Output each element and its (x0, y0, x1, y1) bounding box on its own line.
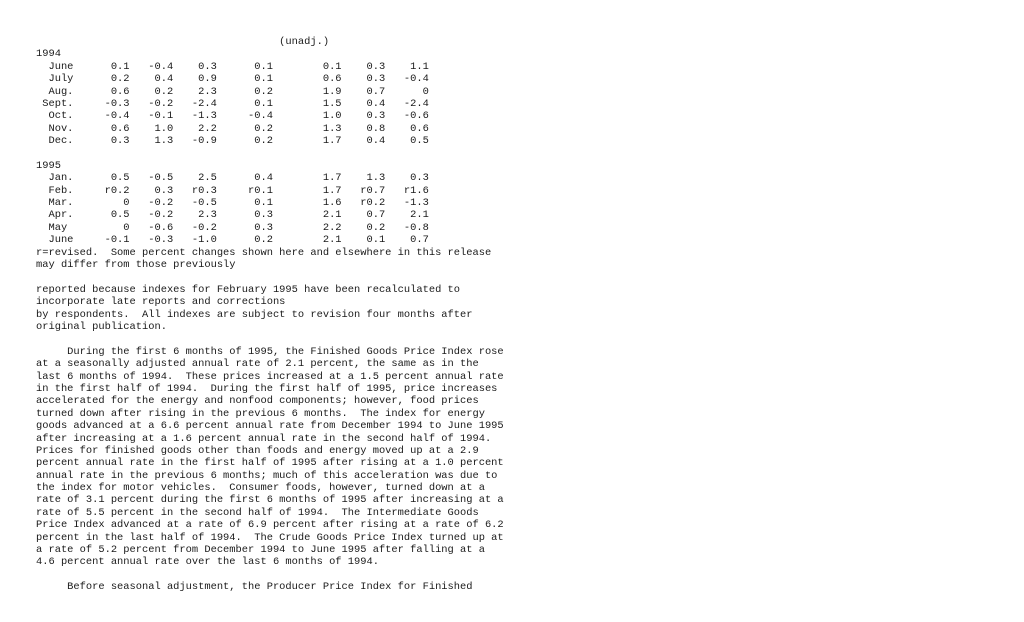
document-line: a rate of 5.2 percent from December 1994 to June 1995 after falling at a (36, 544, 485, 557)
document-line: Nov. 0.6 1.0 2.2 0.2 1.3 0.8 0.6 (36, 122, 429, 135)
document-line: turned down after rising in the previous 6 months. The index for energy (36, 407, 485, 420)
document-line: (unadj.) (36, 36, 330, 48)
document-line: Aug. 0.6 0.2 2.3 0.2 1.9 0.7 0 (36, 85, 429, 98)
document-line: after increasing at a 1.6 percent annual rate in the second half of 1994. (36, 432, 492, 445)
document-line: accelerated for the energy and nonfood components; however, food prices (36, 395, 479, 408)
document-line: Price Index advanced at a rate of 6.9 percent after rising at a rate of 6.2 (36, 519, 504, 532)
document-line: Oct. -0.4 -0.1 -1.3 -0.4 1.0 0.3 -0.6 (36, 110, 429, 123)
document-line (36, 148, 504, 160)
document-line: last 6 months of 1994. These prices increased at a 1.5 percent annual rate (36, 370, 504, 383)
document-line: incorporate late reports and corrections (36, 296, 286, 309)
document-line: the index for motor vehicles. Consumer foods, however, turned down at a (36, 482, 485, 495)
document-line: rate of 3.1 percent during the first 6 months of 1995 after increasing at a (36, 494, 504, 507)
document-line: may differ from those previously (36, 259, 236, 272)
document-line: in the first half of 1994. During the first half of 1995, price increases (36, 382, 498, 395)
document-line: rate of 5.5 percent in the second half of 1994. The Intermediate Goods (36, 506, 479, 519)
document-line: 4.6 percent annual rate over the last 6 months of 1994. (36, 556, 379, 569)
document-line: reported because indexes for February 1995 have been recalculated to (36, 283, 461, 296)
document-line: June 0.1 -0.4 0.3 0.1 0.1 0.3 1.1 (36, 60, 429, 73)
document-line: by respondents. All indexes are subject to revision four months after (36, 308, 473, 321)
document-line: Prices for finished goods other than foods and energy moved up at a 2.9 (36, 444, 479, 457)
document-line: 1994 (36, 48, 61, 61)
document-line: Sept. -0.3 -0.2 -2.4 0.1 1.5 0.4 -2.4 (36, 97, 429, 110)
document-line: Before seasonal adjustment, the Producer Price Index for Finished (36, 581, 473, 594)
document-line: Apr. 0.5 -0.2 2.3 0.3 2.1 0.7 2.1 (36, 209, 429, 222)
document-line: Feb. r0.2 0.3 r0.3 r0.1 1.7 r0.7 r1.6 (36, 184, 429, 197)
document-line: Jan. 0.5 -0.5 2.5 0.4 1.7 1.3 0.3 (36, 172, 429, 185)
document-line: May 0 -0.6 -0.2 0.3 2.2 0.2 -0.8 (36, 221, 429, 234)
document-line: June -0.1 -0.3 -1.0 0.2 2.1 0.1 0.7 (36, 234, 429, 247)
document-text (36, 36, 504, 594)
document-line: percent annual rate in the first half of 1995 after rising at a 1.0 percent (36, 457, 504, 470)
document-line: July 0.2 0.4 0.9 0.1 0.6 0.3 -0.4 (36, 73, 429, 86)
document-line: During the first 6 months of 1995, the Finished Goods Price Index rose (36, 345, 504, 358)
document-line: r=revised. Some percent changes shown here and elsewhere in this release (36, 246, 492, 259)
document-line (36, 569, 504, 581)
document-line: original publication. (36, 320, 167, 333)
document-line: percent in the last half of 1994. The Crude Goods Price Index turned up at (36, 531, 504, 544)
document-line: annual rate in the previous 6 months; much of this acceleration was due to (36, 469, 498, 482)
document-line: at a seasonally adjusted annual rate of 2.1 percent, the same as in the (36, 358, 479, 371)
document-line: Mar. 0 -0.2 -0.5 0.1 1.6 r0.2 -1.3 (36, 197, 429, 210)
document-line: 1995 (36, 159, 61, 172)
document-line: goods advanced at a 6.6 percent annual rate from December 1994 to June 1995 (36, 420, 504, 433)
document-line (36, 271, 504, 283)
document-line (36, 333, 504, 345)
document-line: Dec. 0.3 1.3 -0.9 0.2 1.7 0.4 0.5 (36, 135, 429, 148)
